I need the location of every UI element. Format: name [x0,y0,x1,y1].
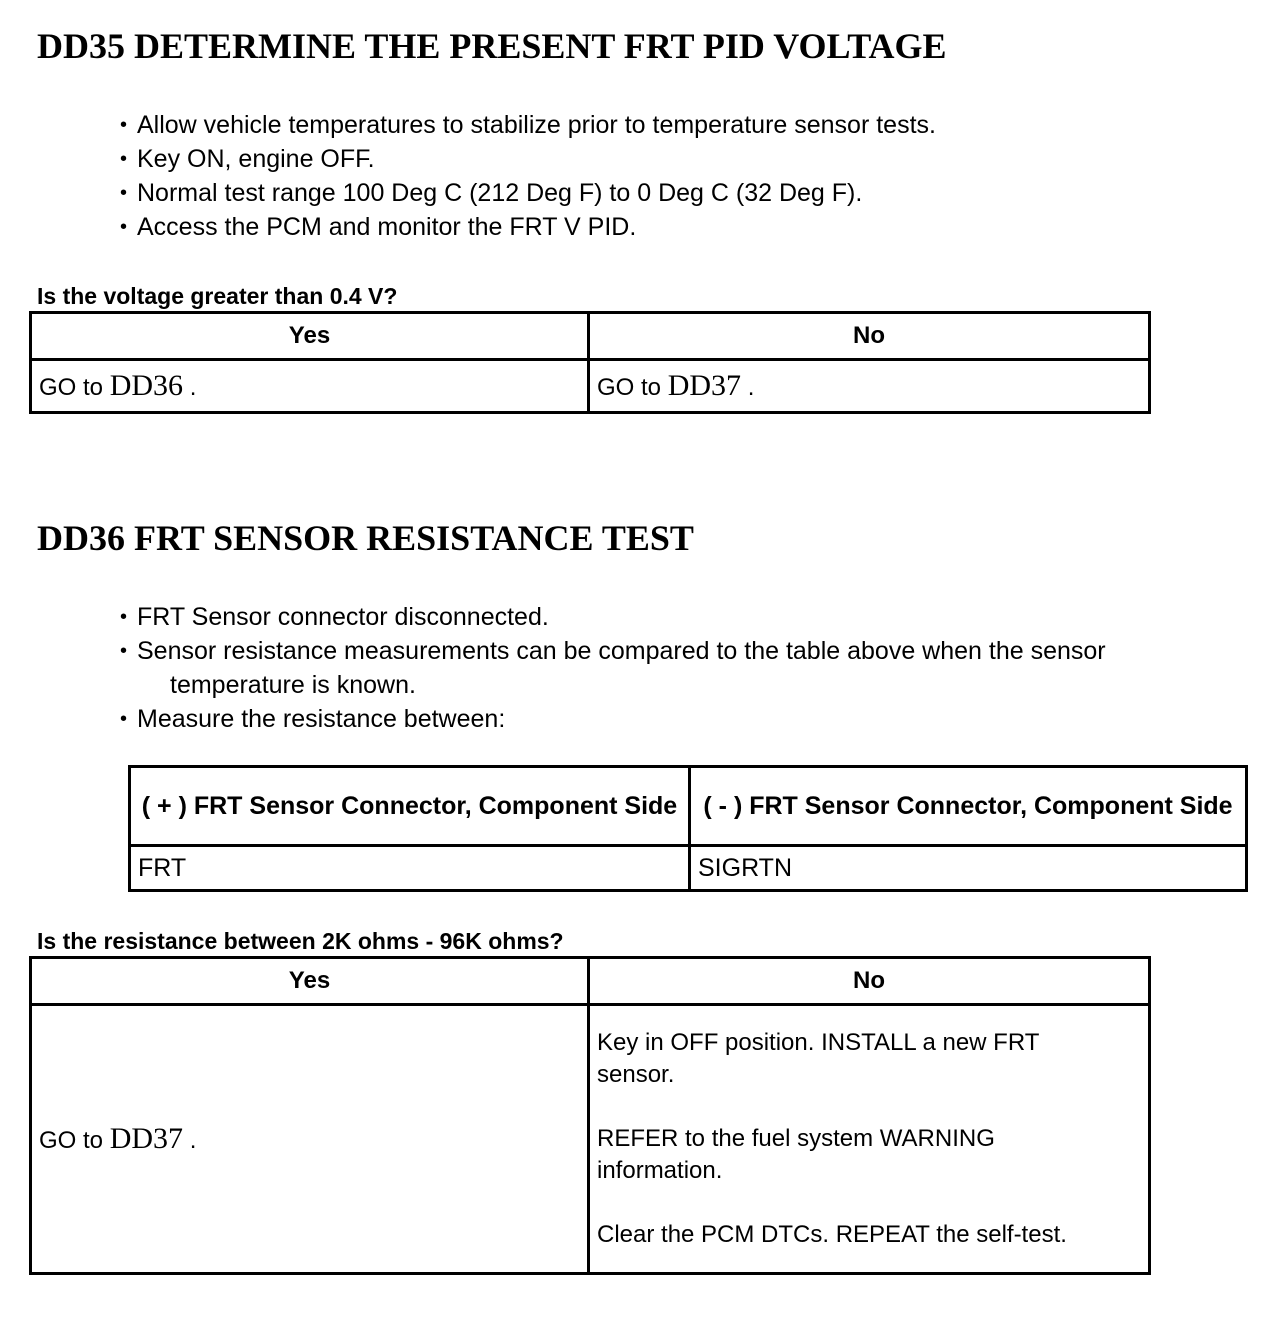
bullet-icon: • [120,640,128,662]
yes-header: Yes [31,313,589,360]
bullet-text: Access the PCM and monitor the FRT V PID. [137,213,637,241]
yes-cell [31,1005,589,1274]
yes-cell-suffix: . [183,1127,197,1154]
table-header-row [31,958,1150,1005]
dd36-title: DD36 FRT SENSOR RESISTANCE TEST [37,518,694,558]
bullet-icon: • [120,182,128,204]
table-header-row [31,313,1150,360]
bullet-icon: • [120,708,128,730]
no-cell [589,1005,1150,1274]
yes-cell-prefix: GO to [39,1127,110,1154]
list-item [120,600,1230,634]
table-row [31,1005,1150,1274]
list-item [120,142,1230,176]
no-cell-prefix: GO to [597,374,668,401]
bullet-icon: • [120,148,128,170]
table-row [31,360,1150,413]
list-item [120,210,1230,244]
list-item [120,176,1230,210]
no-instruction-warning: REFER to the fuel system WARNING information. [597,1125,995,1184]
bullet-text: Allow vehicle temperatures to stabilize prior to temperature sensor tests. [137,111,936,139]
no-header: No [589,958,1150,1005]
dd35-result-table [29,311,1151,414]
yes-cell-suffix: . [183,374,197,401]
list-item [120,634,1230,702]
negative-connector-header: ( - ) FRT Sensor Connector, Component Side [690,767,1247,846]
no-instruction-clear-dtcs: Clear the PCM DTCs. REPEAT the self-test. [597,1221,1067,1248]
table-row [130,846,1247,891]
table-header-row [130,767,1247,846]
bullet-icon: • [120,216,128,238]
bullet-icon: • [120,606,128,628]
yes-header: Yes [31,958,589,1005]
dd36-question: Is the resistance between 2K ohms - 96K ohms? [37,928,564,954]
no-header: No [589,313,1150,360]
no-cell [589,360,1150,413]
yes-cell [31,360,589,413]
dd36-bullet-list [120,600,1230,736]
list-item [120,108,1230,142]
bullet-text: Sensor resistance measurements can be compared to the table above when the sensor [137,637,1106,665]
connector-table [128,765,1248,892]
bullet-text: Measure the resistance between: [137,705,506,733]
dd35-question: Is the voltage greater than 0.4 V? [37,283,398,309]
yes-cell-prefix: GO to [39,374,110,401]
no-cell-suffix: . [741,374,755,401]
list-item [120,702,1230,736]
dd35-title: DD35 DETERMINE THE PRESENT FRT PID VOLTAGE [37,26,947,66]
dd36-result-table [29,956,1151,1275]
positive-connector-value: FRT [130,846,690,891]
dd37-link[interactable]: DD37 [667,369,742,402]
negative-connector-value: SIGRTN [690,846,1247,891]
dd37-link[interactable]: DD37 [109,1122,184,1155]
dd35-bullet-list [120,108,1230,244]
bullet-text: Key ON, engine OFF. [137,145,375,173]
bullet-icon: • [120,114,128,136]
no-instruction-install: Key in OFF position. INSTALL a new FRT sensor. [597,1029,1039,1088]
bullet-text: Normal test range 100 Deg C (212 Deg F) to 0 Deg C (32 Deg F). [137,179,863,207]
positive-connector-header: ( + ) FRT Sensor Connector, Component Side [130,767,690,846]
dd36-link[interactable]: DD36 [109,369,184,402]
bullet-text-continuation: temperature is known. [170,671,416,699]
bullet-text: FRT Sensor connector disconnected. [137,603,549,631]
